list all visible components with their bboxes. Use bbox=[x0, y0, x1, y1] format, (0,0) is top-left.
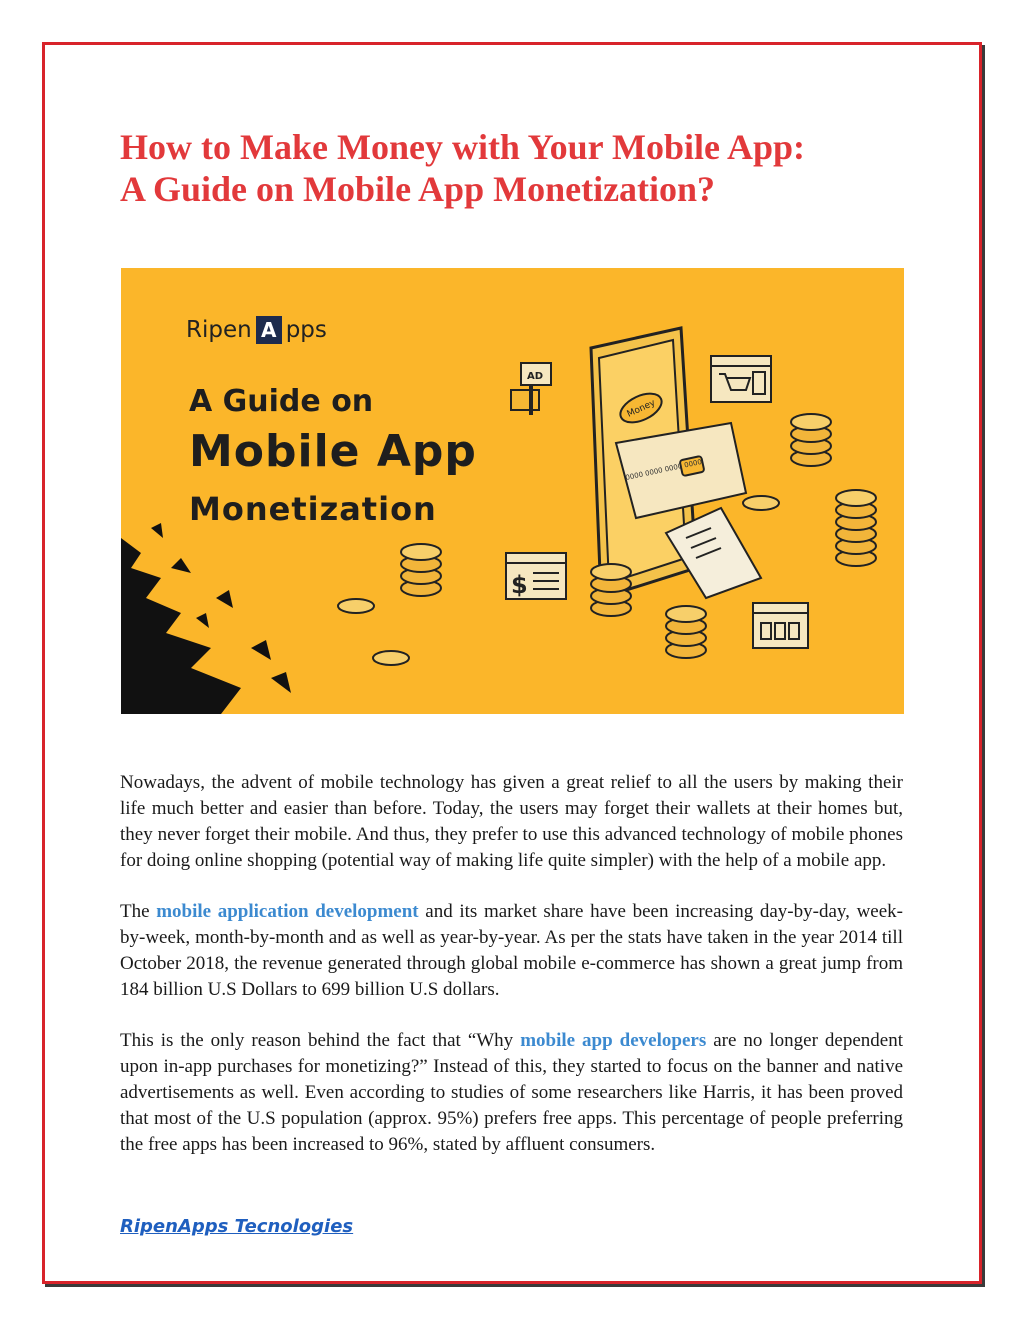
title-line-1: How to Make Money with Your Mobile App: bbox=[120, 127, 806, 167]
paragraph-2-end: and its market share have been increasing day-by-day, week-by-week, month-by-month and as well as year-by-year. As per the stats have taken in the year 2014 till October 2018, the revenue generated through global mobile e-commerce has shown a great jump from 184 billion U.S Dollars to 699 billion U.S dollars. bbox=[120, 901, 903, 1000]
logo-suffix: pps bbox=[285, 317, 327, 343]
banner-line-3: Monetization bbox=[189, 490, 437, 528]
shatter-decoration bbox=[121, 523, 291, 714]
banner-line-1: A Guide on bbox=[189, 384, 374, 419]
paragraph-1: Nowadays, the advent of mobile technology has given a great relief to all the users by making their life much better and easier than before. Today, the users may forget their wallets at their homes but, they never forget their mobile. And thus, they prefer to use this advanced technology of mobile phones for doing online shopping (potential way of making life quite simpler) with the help of a mobile app. bbox=[120, 772, 903, 871]
banner-line-2: Mobile App bbox=[189, 426, 477, 477]
shopping-cart-icon bbox=[711, 356, 771, 402]
paragraph-3-end: are no longer dependent upon in-app purchases for monetizing?” Instead of this, they started to focus on the banner and native advertisements as well. Even according to studies of some researchers like Harris, it has been proved that most of the U.S population (approx. 95%) prefers free apps. This percentage of people preferring the free apps has been increased to 96%, stated by affluent consumers. bbox=[120, 1030, 904, 1155]
footer-company-link[interactable]: RipenApps Tecnologies bbox=[120, 1216, 354, 1237]
title-line-2: A Guide on Mobile App Monetization? bbox=[120, 169, 716, 209]
layout-window-icon bbox=[753, 603, 808, 648]
article-body bbox=[120, 770, 903, 1183]
page-title bbox=[120, 126, 920, 210]
money-label: Money bbox=[625, 398, 657, 420]
card-number: 0000 0000 0000 0000 bbox=[624, 457, 703, 482]
logo-a-box: A bbox=[256, 316, 282, 344]
paragraph-3 bbox=[120, 1028, 903, 1158]
paragraph-2-start: The bbox=[120, 901, 157, 922]
mobile-app-development-link[interactable]: mobile application development bbox=[156, 901, 419, 922]
svg-text:$: $ bbox=[511, 571, 528, 599]
mobile-app-developers-link[interactable]: mobile app developers bbox=[520, 1030, 707, 1051]
ad-sign-icon bbox=[511, 363, 551, 415]
ripenapps-logo bbox=[186, 316, 327, 344]
logo-prefix: Ripen bbox=[186, 317, 252, 343]
paragraph-3-start: This is the only reason behind the fact that “Why bbox=[120, 1030, 521, 1051]
ad-label: AD bbox=[527, 371, 544, 382]
hero-banner-image bbox=[121, 268, 904, 714]
paragraph-2 bbox=[120, 899, 903, 1003]
price-window-icon bbox=[506, 553, 566, 599]
